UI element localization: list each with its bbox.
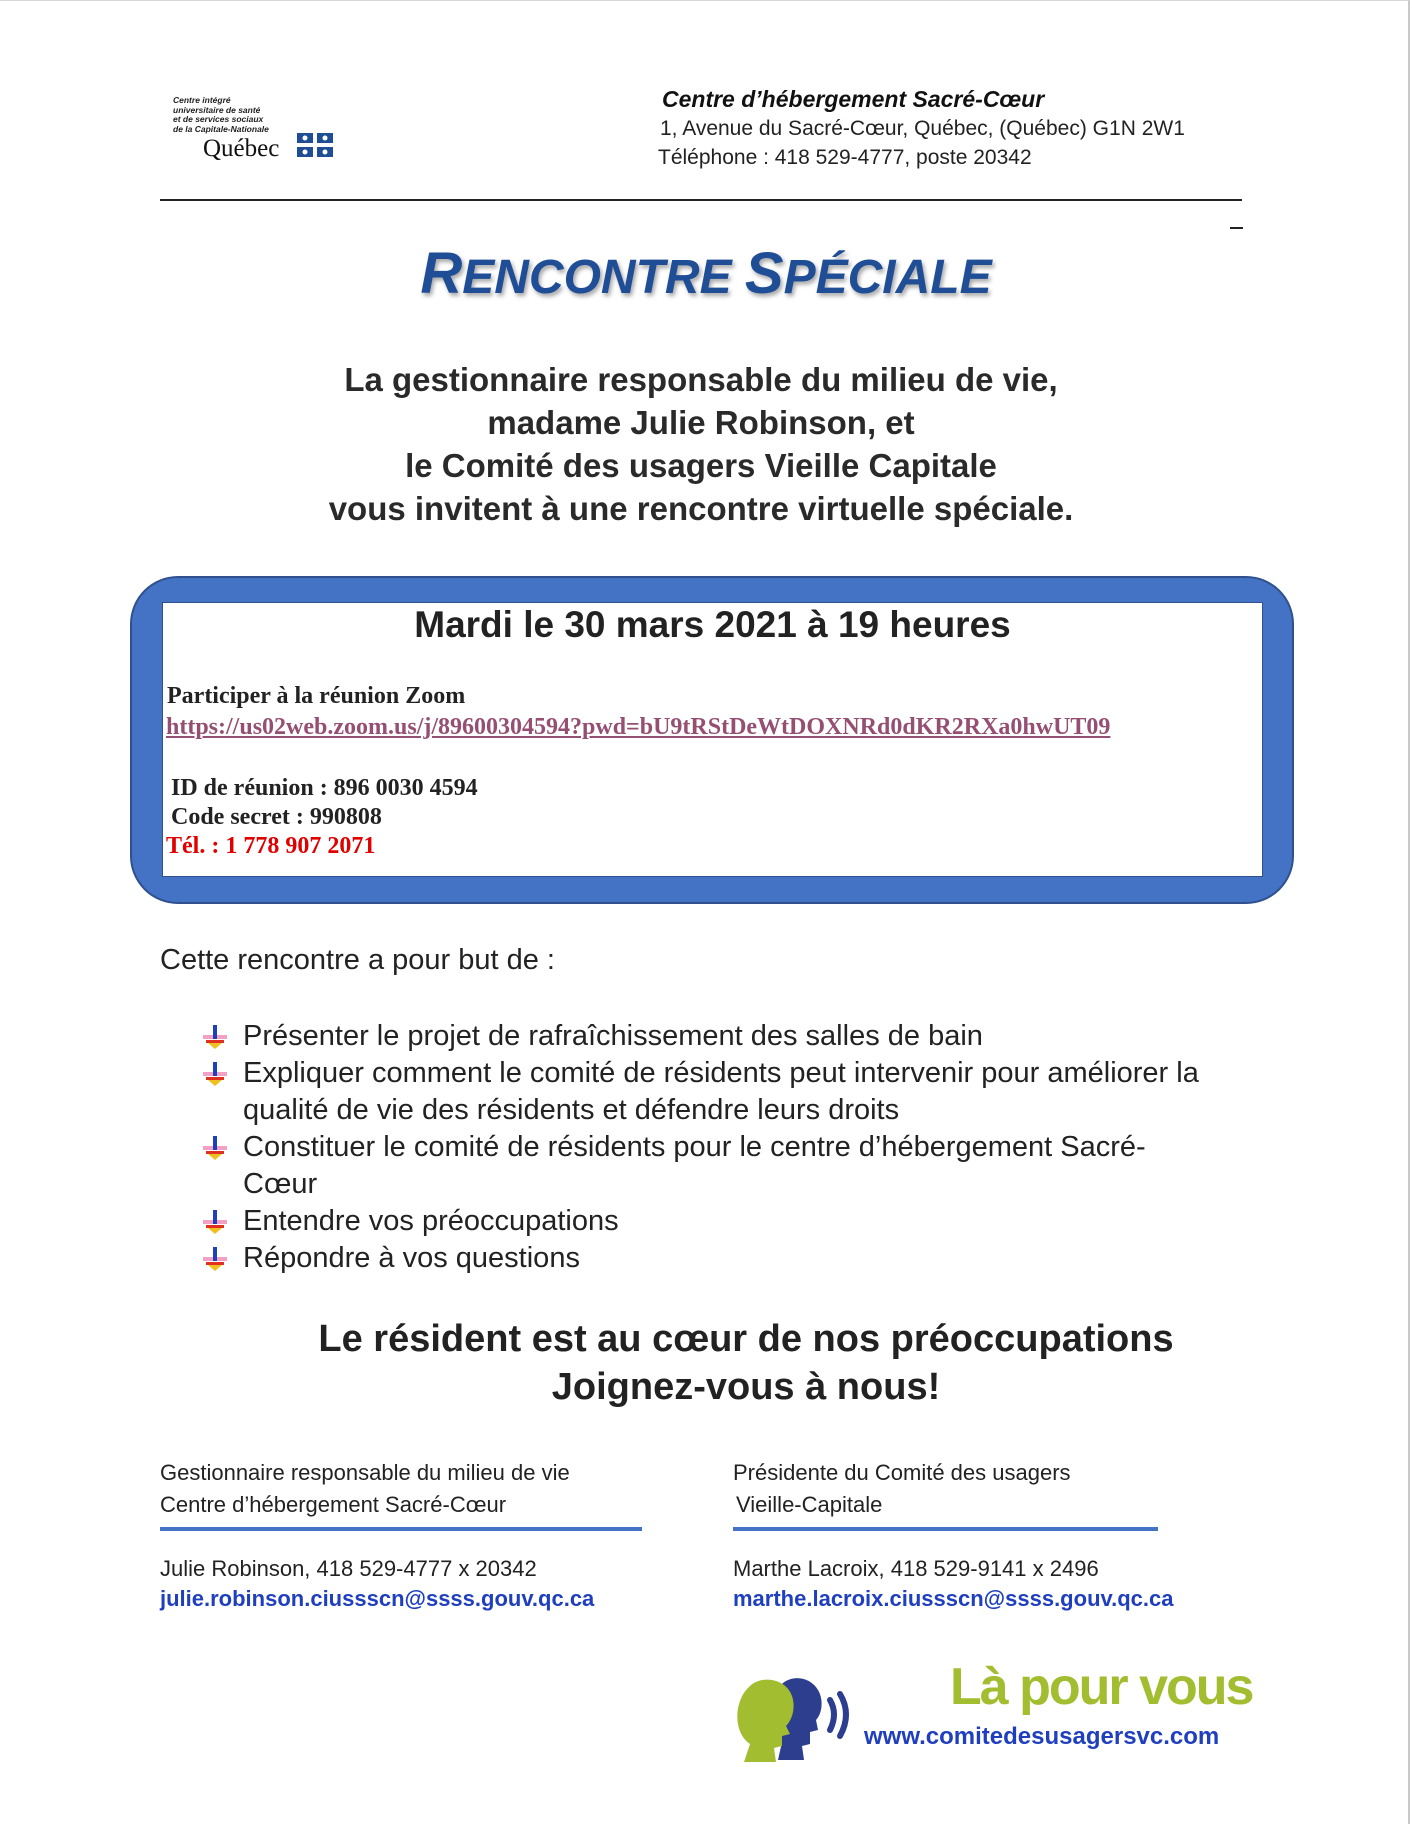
- website-link[interactable]: www.comitedesusagersvc.com: [864, 1723, 1220, 1750]
- signature-contact: Marthe Lacroix, 418 529-9141 x 2496: [733, 1556, 1099, 1581]
- list-item: [200, 1129, 1200, 1203]
- intro-line: La gestionnaire responsable du milieu de vie,: [344, 361, 1058, 398]
- logo-line: et de services sociaux: [173, 114, 264, 124]
- purpose-heading: Cette rencontre a pour but de :: [160, 944, 555, 976]
- list-item-text: Répondre à vos questions: [243, 1242, 580, 1274]
- logo-line: Centre intégré: [173, 95, 231, 105]
- purpose-list: [200, 1018, 1200, 1277]
- signature-contact: Julie Robinson, 418 529-4777 x 20342: [160, 1556, 537, 1581]
- closing-message: [0, 1315, 1412, 1411]
- arrow-bullet-icon: [202, 1246, 228, 1272]
- signature-line: [160, 1527, 642, 1531]
- title-part: PÉCIALE: [783, 251, 992, 304]
- zoom-label: Participer à la réunion Zoom: [167, 683, 466, 709]
- arrow-bullet-icon: [202, 1209, 228, 1235]
- list-item-text: Entendre vos préoccupations: [243, 1205, 619, 1237]
- intro-block: [0, 358, 1402, 530]
- page-title: [0, 240, 1412, 307]
- list-item-text: Présenter le projet de rafraîchissement des salles de bain: [243, 1020, 983, 1052]
- list-item: [200, 1240, 1200, 1277]
- closing-line: Le résident est au cœur de nos préoccupations: [318, 1318, 1174, 1360]
- list-item: [200, 1055, 1200, 1129]
- org-phone: Téléphone : 418 529-4777, poste 20342: [658, 146, 1032, 169]
- footer-tagline: Là pour vous: [950, 1658, 1253, 1716]
- arrow-bullet-icon: [202, 1135, 228, 1161]
- list-item-text: Constituer le comité de résidents pour le centre d’hébergement Sacré-Cœur: [243, 1131, 1146, 1200]
- signature-role: Présidente du Comité des usagers: [733, 1460, 1071, 1485]
- header-divider: [160, 199, 1242, 201]
- arrow-bullet-icon: [202, 1024, 228, 1050]
- email-link[interactable]: marthe.lacroix.ciussscn@ssss.gouv.qc.ca: [733, 1586, 1174, 1611]
- signature-left: [160, 1457, 570, 1521]
- signature-role: Gestionnaire responsable du milieu de vie: [160, 1460, 570, 1485]
- zoom-link[interactable]: https://us02web.zoom.us/j/89600304594?pwd=bU9tRStDeWtDOXNRd0dKR2RXa0hwUT09: [166, 714, 1111, 740]
- list-item: [200, 1203, 1200, 1240]
- intro-line: vous invitent à une rencontre virtuelle spéciale.: [328, 490, 1074, 527]
- meeting-date: Mardi le 30 mars 2021 à 19 heures: [414, 604, 1011, 645]
- logo-line: de la Capitale-Nationale: [173, 123, 269, 134]
- signature-line: [733, 1527, 1158, 1531]
- list-item: [200, 1018, 1200, 1055]
- quebec-flag-icon: [297, 133, 333, 157]
- list-item-text: Expliquer comment le comité de résidents peut intervenir pour améliorer la qualité de vie des résidents et défendre leurs droits: [243, 1057, 1199, 1126]
- signature-role: Centre d’hébergement Sacré-Cœur: [160, 1492, 507, 1517]
- org-address: 1, Avenue du Sacré-Cœur, Québec, (Québec) G1N 2W1: [660, 117, 1185, 140]
- logo-text: [173, 96, 269, 134]
- email-link[interactable]: julie.robinson.ciussscn@ssss.gouv.qc.ca: [160, 1586, 595, 1611]
- intro-line: le Comité des usagers Vieille Capitale: [405, 447, 997, 484]
- meeting-passcode: Code secret : 990808: [171, 804, 382, 830]
- meeting-phone: Tél. : 1 778 907 2071: [166, 833, 376, 859]
- title-cap: S: [744, 241, 784, 306]
- title-cap: R: [420, 241, 463, 306]
- closing-line: Joignez-vous à nous!: [551, 1366, 941, 1408]
- header-dash: [1230, 227, 1243, 229]
- org-name: Centre d’hébergement Sacré-Cœur: [662, 86, 1045, 112]
- signature-role: Vieille-Capitale: [736, 1492, 883, 1517]
- meeting-id: ID de réunion : 896 0030 4594: [171, 775, 478, 801]
- title-part: ENCONTRE: [462, 251, 745, 304]
- logo-quebec-word: Québec: [203, 135, 280, 162]
- people-speaking-icon: [718, 1664, 868, 1764]
- arrow-bullet-icon: [202, 1061, 228, 1087]
- signature-right: [733, 1457, 1071, 1521]
- intro-line: madame Julie Robinson, et: [487, 404, 915, 441]
- logo-line: universitaire de santé: [173, 104, 261, 115]
